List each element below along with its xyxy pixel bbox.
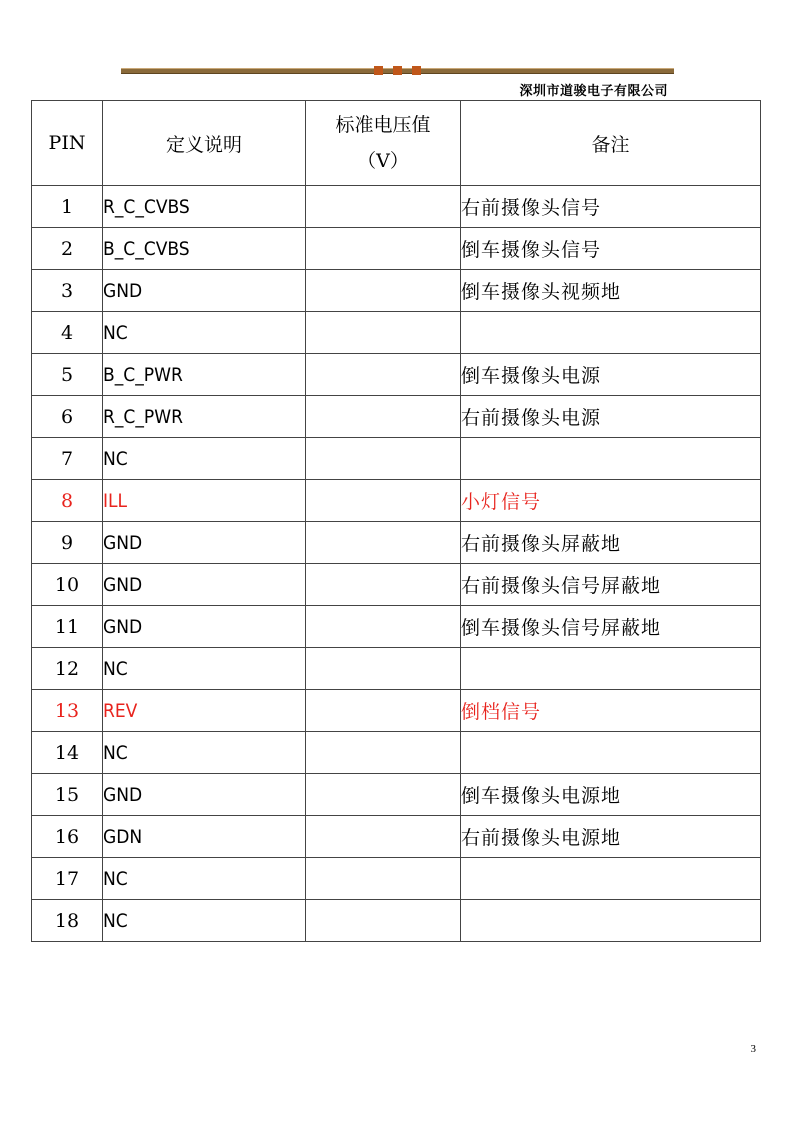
voltage-cell: [306, 270, 461, 312]
notes-cell: [461, 732, 761, 774]
voltage-cell: [306, 186, 461, 228]
definition-cell: NC: [103, 312, 306, 354]
pin-cell: 16: [32, 816, 103, 858]
voltage-cell: [306, 732, 461, 774]
pin-cell: 4: [32, 312, 103, 354]
table-row: [32, 312, 761, 354]
definition-cell: GND: [103, 774, 306, 816]
pin-cell: 8: [32, 480, 103, 522]
definition-cell: NC: [103, 438, 306, 480]
header-notes: 备注: [461, 101, 761, 186]
notes-cell: [461, 858, 761, 900]
notes-cell: [461, 900, 761, 942]
voltage-cell: [306, 858, 461, 900]
table-row: [32, 858, 761, 900]
header-decoration-square: [412, 66, 421, 75]
pin-cell: 13: [32, 690, 103, 732]
pin-cell: 2: [32, 228, 103, 270]
voltage-cell: [306, 606, 461, 648]
table-row: [32, 774, 761, 816]
pin-cell: 7: [32, 438, 103, 480]
voltage-cell: [306, 396, 461, 438]
table-body: [32, 186, 761, 942]
definition-cell: REV: [103, 690, 306, 732]
definition-cell: GDN: [103, 816, 306, 858]
header-voltage: [306, 101, 461, 186]
definition-cell: GND: [103, 270, 306, 312]
definition-cell: NC: [103, 858, 306, 900]
header-voltage-label: 标准电压值: [335, 113, 431, 136]
header-definition: 定义说明: [103, 101, 306, 186]
pin-cell: 14: [32, 732, 103, 774]
definition-cell: GND: [103, 564, 306, 606]
notes-cell: [461, 312, 761, 354]
voltage-cell: [306, 480, 461, 522]
notes-cell: 倒车摄像头视频地: [461, 270, 761, 312]
definition-cell: GND: [103, 522, 306, 564]
pin-cell: 12: [32, 648, 103, 690]
notes-cell: 右前摄像头电源: [461, 396, 761, 438]
voltage-cell: [306, 648, 461, 690]
voltage-cell: [306, 354, 461, 396]
table-row: [32, 564, 761, 606]
voltage-cell: [306, 774, 461, 816]
page-number: 3: [750, 1043, 756, 1055]
definition-cell: B_C_CVBS: [103, 228, 306, 270]
definition-cell: NC: [103, 648, 306, 690]
table-row: [32, 690, 761, 732]
pin-cell: 5: [32, 354, 103, 396]
table-row: [32, 732, 761, 774]
voltage-cell: [306, 522, 461, 564]
definition-cell: R_C_CVBS: [103, 186, 306, 228]
table-row: [32, 480, 761, 522]
pin-cell: 1: [32, 186, 103, 228]
pin-cell: 3: [32, 270, 103, 312]
voltage-cell: [306, 228, 461, 270]
notes-cell: 小灯信号: [461, 480, 761, 522]
table-row: [32, 522, 761, 564]
definition-cell: B_C_PWR: [103, 354, 306, 396]
pin-cell: 18: [32, 900, 103, 942]
voltage-cell: [306, 564, 461, 606]
definition-cell: R_C_PWR: [103, 396, 306, 438]
header-decoration-square: [374, 66, 383, 75]
pin-cell: 9: [32, 522, 103, 564]
table-row: [32, 816, 761, 858]
header-pin: PIN: [32, 101, 103, 186]
voltage-cell: [306, 900, 461, 942]
table-row: [32, 354, 761, 396]
notes-cell: [461, 438, 761, 480]
notes-cell: 倒档信号: [461, 690, 761, 732]
table-row: [32, 606, 761, 648]
notes-cell: 右前摄像头信号屏蔽地: [461, 564, 761, 606]
pin-definition-table: [31, 100, 761, 942]
definition-cell: NC: [103, 900, 306, 942]
pin-cell: 15: [32, 774, 103, 816]
table-header-row: [32, 101, 761, 186]
notes-cell: 右前摄像头电源地: [461, 816, 761, 858]
header-voltage-unit: （V）: [357, 150, 409, 172]
notes-cell: 右前摄像头信号: [461, 186, 761, 228]
definition-cell: ILL: [103, 480, 306, 522]
table-row: [32, 186, 761, 228]
company-name: 深圳市道骏电子有限公司: [519, 84, 668, 99]
table-row: [32, 270, 761, 312]
definition-cell: GND: [103, 606, 306, 648]
notes-cell: 倒车摄像头电源地: [461, 774, 761, 816]
pin-cell: 17: [32, 858, 103, 900]
voltage-cell: [306, 438, 461, 480]
voltage-cell: [306, 312, 461, 354]
notes-cell: 倒车摄像头电源: [461, 354, 761, 396]
notes-cell: 右前摄像头屏蔽地: [461, 522, 761, 564]
pin-cell: 6: [32, 396, 103, 438]
notes-cell: [461, 648, 761, 690]
table-row: [32, 396, 761, 438]
pin-cell: 11: [32, 606, 103, 648]
table-row: [32, 438, 761, 480]
header-decoration-square: [393, 66, 402, 75]
notes-cell: 倒车摄像头信号屏蔽地: [461, 606, 761, 648]
pin-cell: 10: [32, 564, 103, 606]
table-row: [32, 228, 761, 270]
voltage-cell: [306, 816, 461, 858]
notes-cell: 倒车摄像头信号: [461, 228, 761, 270]
table-row: [32, 648, 761, 690]
table-row: [32, 900, 761, 942]
voltage-cell: [306, 690, 461, 732]
definition-cell: NC: [103, 732, 306, 774]
